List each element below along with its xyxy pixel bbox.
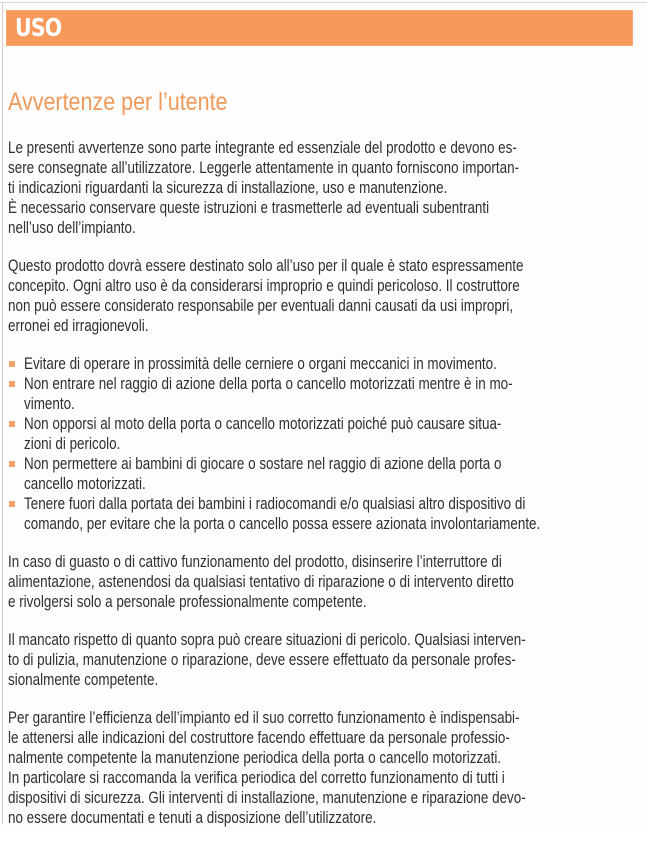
text-line xyxy=(8,768,636,788)
left-divider xyxy=(2,2,3,824)
paragraph xyxy=(8,256,636,336)
top-divider xyxy=(0,2,647,3)
text-line xyxy=(24,354,636,374)
text-line xyxy=(8,592,636,612)
list-item xyxy=(8,374,636,414)
text-line xyxy=(8,650,636,670)
text-line-content: Non permettere ai bambini di giocare o sostare nel raggio di azione della porta o xyxy=(24,455,502,473)
intro-paragraphs xyxy=(8,138,636,336)
text-line xyxy=(8,630,636,650)
text-line xyxy=(8,218,636,238)
text-line-content: È necessario conservare queste istruzioni e trasmetterle ad eventuali subentranti xyxy=(8,199,490,217)
text-line-content: Il mancato rispetto di quanto sopra può creare situazioni di pericolo. Qualsiasi interven- xyxy=(8,631,526,649)
text-line xyxy=(8,158,636,178)
square-bullet-icon xyxy=(9,381,15,387)
page-title: Avvertenze per l’utente xyxy=(8,88,228,116)
text-line-content: alimentazione, astenendosi da qualsiasi tentativo di riparazione o di intervento diretto xyxy=(8,573,514,591)
text-line-content: sere consegnate all’utilizzatore. Leggerle attentamente in quanto forniscono importan- xyxy=(8,159,520,177)
text-line xyxy=(8,316,636,336)
text-line xyxy=(24,414,636,434)
warning-list xyxy=(8,354,636,534)
text-line xyxy=(8,708,636,728)
text-line-content: ti indicazioni riguardanti la sicurezza di installazione, uso e manutenzione. xyxy=(8,179,448,197)
text-line xyxy=(8,296,636,316)
text-line-content: Le presenti avvertenze sono parte integrante ed essenziale del prodotto e devono es- xyxy=(8,139,517,157)
list-item xyxy=(8,354,636,374)
text-line xyxy=(24,434,636,454)
text-line-content: Questo prodotto dovrà essere destinato solo all’uso per il quale è stato espressamente xyxy=(8,257,524,275)
text-line-content: no essere documentati e tenuti a disposizione dell’utilizzatore. xyxy=(8,809,377,827)
text-line xyxy=(8,256,636,276)
text-line-content: comando, per evitare che la porta o cancello possa essere azionata involontariamente. xyxy=(24,515,541,533)
text-line-content: zioni di pericolo. xyxy=(24,435,121,453)
text-line xyxy=(24,494,636,514)
text-line xyxy=(8,748,636,768)
text-line-content: vimento. xyxy=(24,395,75,413)
text-line-content: In caso di guasto o di cattivo funzionamento del prodotto, disinserire l’interruttore di xyxy=(8,553,502,571)
text-line-content: Per garantire l’efficienza dell’impianto ed il suo corretto funzionamento è indispensabi- xyxy=(8,709,520,727)
text-line-content: concepito. Ogni altro uso è da considerarsi improprio e quindi pericoloso. Il costruttore xyxy=(8,277,520,295)
square-bullet-icon xyxy=(9,361,15,367)
text-line-content: Tenere fuori dalla portata dei bambini i radiocomandi e/o qualsiasi altro dispositivo di xyxy=(24,495,526,513)
square-bullet-icon xyxy=(9,421,15,427)
text-line-content: sionalmente competente. xyxy=(8,671,159,689)
text-line xyxy=(8,808,636,828)
square-bullet-icon xyxy=(9,501,15,507)
text-line xyxy=(8,198,636,218)
list-item xyxy=(8,454,636,494)
text-line xyxy=(8,552,636,572)
paragraph xyxy=(8,630,636,690)
section-header-title: USO xyxy=(15,13,62,42)
text-line-content: nalmente competente la manutenzione periodica della porta o cancello motorizzati. xyxy=(8,749,502,767)
text-line xyxy=(8,788,636,808)
list-item xyxy=(8,494,636,534)
text-line xyxy=(8,276,636,296)
paragraph xyxy=(8,708,636,828)
paragraph xyxy=(8,552,636,612)
text-line xyxy=(8,670,636,690)
list-item xyxy=(8,414,636,454)
text-line xyxy=(8,178,636,198)
text-line-content: Non opporsi al moto della porta o cancello motorizzati poiché può causare situa- xyxy=(24,415,502,433)
body-text xyxy=(8,138,636,846)
text-line-content: nell’uso dell’impianto. xyxy=(8,219,136,237)
text-line xyxy=(24,474,636,494)
text-line xyxy=(24,454,636,474)
text-line xyxy=(24,514,636,534)
text-line-content: Evitare di operare in prossimità delle cerniere o organi meccanici in movimento. xyxy=(24,355,497,373)
text-line xyxy=(8,728,636,748)
section-header-bar xyxy=(6,10,633,46)
text-line-content: to di pulizia, manutenzione o riparazione, deve essere effettuato da personale profes- xyxy=(8,651,516,669)
text-line-content: e rivolgersi solo a personale professionalmente competente. xyxy=(8,593,367,611)
text-line xyxy=(24,374,636,394)
paragraph xyxy=(8,138,636,238)
text-line-content: cancello motorizzati. xyxy=(24,475,146,493)
text-line xyxy=(8,572,636,592)
closing-paragraphs xyxy=(8,552,636,828)
text-line xyxy=(24,394,636,414)
square-bullet-icon xyxy=(9,461,15,467)
text-line-content: dispositivi di sicurezza. Gli interventi di installazione, manutenzione e riparazione devo- xyxy=(8,789,526,807)
text-line-content: non può essere considerato responsabile per eventuali danni causati da usi impropri, xyxy=(8,297,514,315)
text-line-content: In particolare si raccomanda la verifica periodica del corretto funzionamento di tutti i xyxy=(8,769,505,787)
text-line xyxy=(8,138,636,158)
text-line-content: le attenersi alle indicazioni del costruttore facendo effettuare da personale professio- xyxy=(8,729,510,747)
text-line-content: Non entrare nel raggio di azione della porta o cancello motorizzati mentre è in mo- xyxy=(24,375,513,393)
text-line-content: erronei ed irragionevoli. xyxy=(8,317,149,335)
